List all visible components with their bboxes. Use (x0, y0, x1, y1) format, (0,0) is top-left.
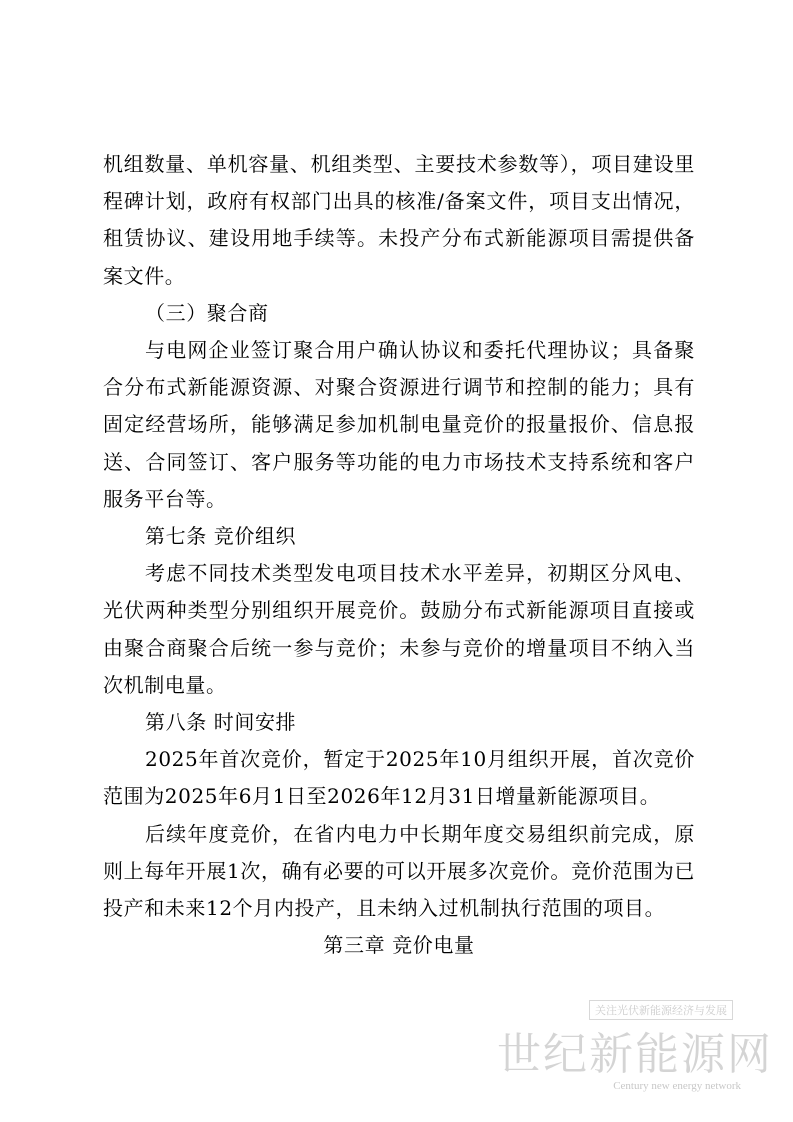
watermark-logo (497, 1000, 773, 1110)
document-body (103, 146, 695, 964)
watermark-tagline: 关注光伏新能源经济与发展 (589, 1000, 733, 1020)
watermark-english: Century new energy network (613, 1080, 741, 1092)
article-heading-7: 第七条 竞价组织 (145, 524, 297, 549)
paragraph-aggregator-requirements: 与电网企业签订聚合用户确认协议和委托代理协议；具备聚合分布式新能源资源、对聚合资源进行调节和控制的能力；具有固定经营场所，能够满足参加机制电量竞价的报量报价、信息报送、合同签订、客户服务等功能的电力市场技术支持系统和客户服务平台等。 (103, 338, 695, 511)
chapter-heading-3: 第三章 竞价电量 (323, 933, 475, 958)
paragraph-bidding-organization: 考虑不同技术类型发电项目技术水平差异，初期区分风电、光伏两种类型分别组织开展竞价。鼓励分布式新能源项目直接或由聚合商聚合后统一参与竞价；未参与竞价的增量项目不纳入当次机制电量。 (103, 561, 695, 697)
paragraph-first-bidding: 2025年首次竞价，暂定于2025年10月组织开展，首次竞价范围为2025年6月1日至2026年12月31日增量新能源项目。 (103, 747, 695, 809)
paragraph-annual-bidding: 后续年度竞价，在省内电力中长期年度交易组织前完成，原则上每年开展1次，确有必要的可以开展多次竞价。竞价范围为已投产和未来12个月内投产，且未纳入过机制执行范围的项目。 (103, 821, 695, 921)
article-heading-8: 第八条 时间安排 (145, 710, 297, 735)
watermark-name: 世纪新能源网 (497, 1029, 773, 1080)
section-heading-aggregator: （三）聚合商 (145, 300, 269, 325)
paragraph-project-materials: 机组数量、单机容量、机组类型、主要技术参数等），项目建设里程碑计划，政府有权部门出具的核准/备案文件，项目支出情况，租赁协议、建设用地手续等。未投产分布式新能源项目需提供备案文件。 (103, 152, 695, 288)
